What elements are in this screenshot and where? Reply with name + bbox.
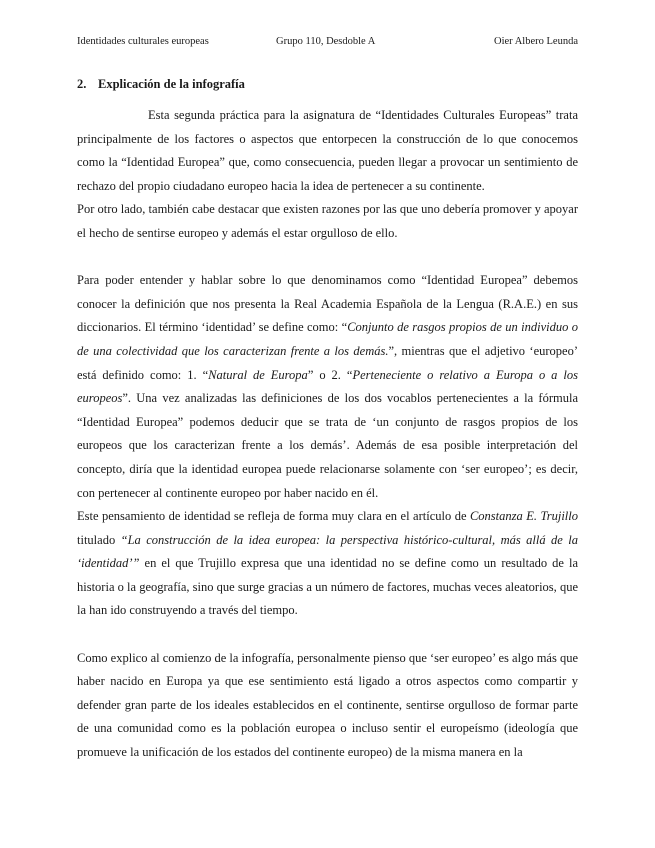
section-title: Explicación de la infografía xyxy=(98,77,245,91)
definition-europeo-1: Natural de Europa xyxy=(208,367,308,382)
text-segment: en el que Trujillo expresa que una identidad no se define como un resultado de la historia o la geografía, sino que surge gracias a un número de factores, muchas veces aleatorios, que la han ido construyendo a través del tiempo. xyxy=(77,556,578,618)
text-segment: Este pensamiento de identidad se refleja de forma muy clara en el artículo de xyxy=(77,509,470,524)
definition-identidad: Conjunto de rasgos propios de un individuo o de una colectividad que los caracterizan frente a los demás. xyxy=(77,320,578,358)
section-number: 2. xyxy=(77,77,87,91)
text-segment: ” o 2. “ xyxy=(307,367,353,382)
text-segment: ”, mientras que el adjetivo ‘europeo’ está definido como: 1. “ xyxy=(77,343,578,382)
section-heading xyxy=(77,77,245,92)
article-title: “La construcción de la idea europea: la perspectiva histórico-cultural, más allá de la ‘identidad’” xyxy=(77,532,578,571)
text-segment: titulado xyxy=(77,532,121,547)
author-name: Constanza E. Trujillo xyxy=(469,509,578,524)
paragraph-definitions xyxy=(77,269,578,505)
header-course: Identidades culturales europeas xyxy=(77,36,209,47)
paragraph-opinion: Como explico al comienzo de la infografía, personalmente pienso que ‘ser europeo’ es algo más que haber nacido en Europa ya que ese sentimiento está ligado a otros aspectos como compartir y defender gran parte de los ideales establecidos en el continente, sentirse orgulloso de formar parte de una comunidad como es la población europea o incluso sentir el europeísmo (ideología que promueve la unificación de los estados del continente europeo) de la misma manera en la xyxy=(77,650,578,760)
paragraph-trujillo xyxy=(77,505,578,623)
definition-europeo-2: Perteneciente o relativo a Europa o a los europeos xyxy=(77,367,578,406)
paragraph-intro: Esta segunda práctica para la asignatura de “Identidades Culturales Europeas” trata principalmente de los factores o aspectos que entorpecen la construcción de lo que conocemos como la “Identidad Europea” que, como consecuencia, pueden llegar a provocar un sentimiento de rechazo del propio ciudadano europeo hacia la idea de pertenecer a su continente. xyxy=(77,108,578,193)
text-segment: ”. Una vez analizadas las definiciones de los dos vocablos pertenecientes a la fórmula “Identidad Europea” podemos deducir que se trata de ‘un conjunto de rasgos propios de los europeos que los caracterizan frente a los demás’. Además de esa posible interpretación del concepto, diría que la identidad europea puede relacionarse solamente con ‘ser europeo’; es decir, con pertenecer al continente europeo por haber nacido en él. xyxy=(77,391,578,500)
paragraph-reasons: Por otro lado, también cabe destacar que existen razones por las que uno debería promover y apoyar el hecho de sentirse europeo y además el estar orgulloso de ello. xyxy=(77,202,578,240)
document-body xyxy=(77,104,578,765)
text-segment: Para poder entender y hablar sobre lo que denominamos como “Identidad Europea” debemos conocer la definición que nos presenta la Real Academia Española de la Lengua (R.A.E.) en sus diccionarios. El término ‘identidad’ se define como: “ xyxy=(77,273,578,335)
header-author: Oier Albero Leunda xyxy=(494,36,578,47)
header-group: Grupo 110, Desdoble A xyxy=(276,36,376,47)
